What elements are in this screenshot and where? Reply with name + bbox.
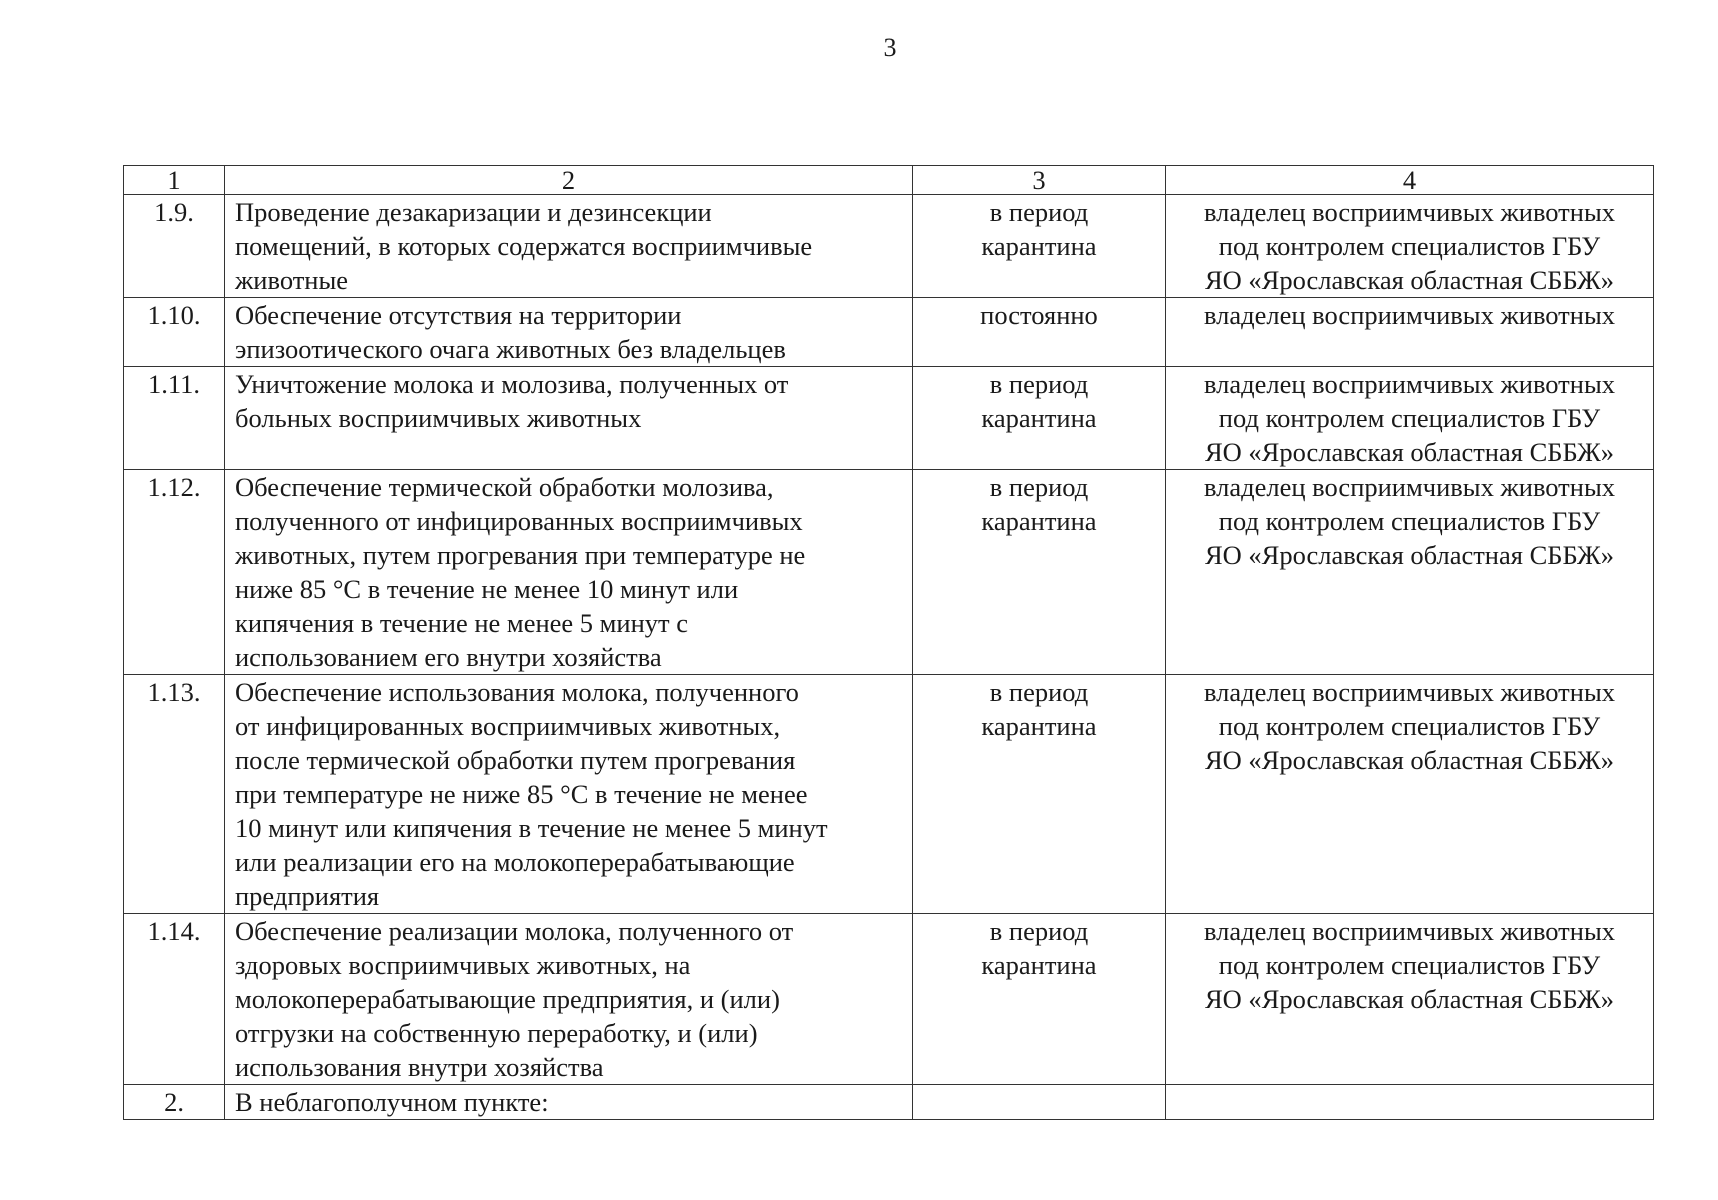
responsible-line: под контролем специалистов ГБУ xyxy=(1218,506,1601,536)
responsible-line: ЯО «Ярославская областная СББЖ» xyxy=(1204,745,1615,775)
description-line: помещений, в которых содержатся восприимчивые xyxy=(235,231,813,261)
measure-description xyxy=(225,367,913,470)
responsible-line: под контролем специалистов ГБУ xyxy=(1218,711,1601,741)
measure-description xyxy=(225,298,913,367)
description-line: Обеспечение использования молока, полученного xyxy=(235,677,799,707)
responsible-line: владелец восприимчивых животных xyxy=(1204,300,1615,330)
description-line: животные xyxy=(235,265,349,295)
description-line: кипячения в течение не менее 5 минут с xyxy=(235,608,689,638)
description-line: ниже 85 °С в течение не менее 10 минут или xyxy=(235,574,739,604)
description-line: использованием его внутри хозяйства xyxy=(235,642,662,672)
table-row xyxy=(124,1085,1654,1120)
description-line: предприятия xyxy=(235,881,380,911)
row-number: 1.11. xyxy=(124,367,225,470)
row-number: 1.10. xyxy=(124,298,225,367)
period-line: в период xyxy=(989,472,1089,502)
row-number: 1.14. xyxy=(124,914,225,1085)
responsible-line: под контролем специалистов ГБУ xyxy=(1218,950,1601,980)
measure-period xyxy=(913,675,1166,914)
description-line: полученного от инфицированных восприимчивых xyxy=(235,506,803,536)
description-line: от инфицированных восприимчивых животных, xyxy=(235,711,781,741)
description-line: больных восприимчивых животных xyxy=(235,403,642,433)
measures-table-container xyxy=(123,165,1653,1120)
measure-description xyxy=(225,675,913,914)
description-line: после термической обработки путем прогревания xyxy=(235,745,796,775)
responsible-line: ЯО «Ярославская областная СББЖ» xyxy=(1204,984,1615,1014)
description-line: животных, путем прогревания при температуре не xyxy=(235,540,806,570)
period-line: карантина xyxy=(981,950,1097,980)
measure-responsible xyxy=(1166,914,1654,1085)
description-line: при температуре не ниже 85 °С в течение не менее xyxy=(235,779,808,809)
measure-period xyxy=(913,1085,1166,1120)
description-line: 10 минут или кипячения в течение не менее 5 минут xyxy=(235,813,828,843)
description-line: Обеспечение реализации молока, полученного от xyxy=(235,916,794,946)
responsible-line: владелец восприимчивых животных xyxy=(1204,369,1615,399)
header-col-3: 3 xyxy=(913,166,1166,195)
measure-period xyxy=(913,470,1166,675)
measure-period xyxy=(913,914,1166,1085)
measure-responsible xyxy=(1166,195,1654,298)
measure-responsible xyxy=(1166,470,1654,675)
measure-description xyxy=(225,195,913,298)
period-line: карантина xyxy=(981,231,1097,261)
measure-responsible xyxy=(1166,367,1654,470)
description-line: молокоперерабатывающие предприятия, и (или) xyxy=(235,984,780,1014)
responsible-line: владелец восприимчивых животных xyxy=(1204,677,1615,707)
measure-responsible xyxy=(1166,298,1654,367)
description-line: Обеспечение отсутствия на территории xyxy=(235,300,682,330)
measure-responsible xyxy=(1166,1085,1654,1120)
period-line: в период xyxy=(989,197,1089,227)
row-number: 1.13. xyxy=(124,675,225,914)
table-row xyxy=(124,675,1654,914)
description-line: использования внутри хозяйства xyxy=(235,1052,604,1082)
measure-description xyxy=(225,1085,913,1120)
measure-period xyxy=(913,367,1166,470)
description-line: или реализации его на молокоперерабатывающие xyxy=(235,847,795,877)
table-body xyxy=(124,195,1654,1120)
period-line: постоянно xyxy=(980,300,1098,330)
description-line: эпизоотического очага животных без владельцев xyxy=(235,334,786,364)
period-line: в период xyxy=(989,369,1089,399)
table-row xyxy=(124,914,1654,1085)
measure-description xyxy=(225,914,913,1085)
table-header-row xyxy=(124,166,1654,195)
header-col-1: 1 xyxy=(124,166,225,195)
responsible-line: ЯО «Ярославская областная СББЖ» xyxy=(1204,540,1615,570)
description-line: здоровых восприимчивых животных, на xyxy=(235,950,691,980)
responsible-line: ЯО «Ярославская областная СББЖ» xyxy=(1204,437,1615,467)
period-line: в период xyxy=(989,677,1089,707)
measures-table xyxy=(123,165,1654,1120)
row-number: 1.12. xyxy=(124,470,225,675)
row-number: 2. xyxy=(124,1085,225,1120)
period-line: карантина xyxy=(981,711,1097,741)
responsible-line: владелец восприимчивых животных xyxy=(1204,197,1615,227)
table-row xyxy=(124,470,1654,675)
responsible-line: под контролем специалистов ГБУ xyxy=(1218,403,1601,433)
period-line: карантина xyxy=(981,403,1097,433)
header-col-2: 2 xyxy=(225,166,913,195)
header-col-4: 4 xyxy=(1166,166,1654,195)
measure-period xyxy=(913,195,1166,298)
period-line: карантина xyxy=(981,506,1097,536)
responsible-line: владелец восприимчивых животных xyxy=(1204,916,1615,946)
measure-description xyxy=(225,470,913,675)
description-line: Проведение дезакаризации и дезинсекции xyxy=(235,197,712,227)
table-row xyxy=(124,298,1654,367)
description-line: отгрузки на собственную переработку, и (или) xyxy=(235,1018,758,1048)
responsible-line: владелец восприимчивых животных xyxy=(1204,472,1615,502)
page-number: 3 xyxy=(883,33,897,62)
description-line: В неблагополучном пункте: xyxy=(235,1087,549,1117)
description-line: Обеспечение термической обработки молозива, xyxy=(235,472,774,502)
row-number: 1.9. xyxy=(124,195,225,298)
measure-responsible xyxy=(1166,675,1654,914)
description-line: Уничтожение молока и молозива, полученных от xyxy=(235,369,789,399)
responsible-line: под контролем специалистов ГБУ xyxy=(1218,231,1601,261)
table-row xyxy=(124,195,1654,298)
measure-period xyxy=(913,298,1166,367)
period-line: в период xyxy=(989,916,1089,946)
responsible-line: ЯО «Ярославская областная СББЖ» xyxy=(1204,265,1615,295)
table-row xyxy=(124,367,1654,470)
